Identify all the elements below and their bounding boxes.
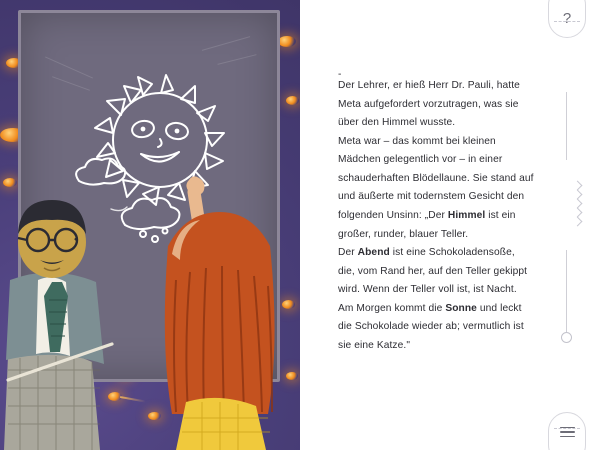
story-paragraph-2: Meta war – das kommt bei kleinen Mädchen gelegentlich vor – in einer schauderhaften Blödellaune. Sie stand auf und äußerte mit todernstem Gesicht den folgenden Unsinn: „Der Himmel ist ein großer, runder, blauer Teller. xyxy=(338,135,534,240)
menu-button[interactable] xyxy=(548,412,586,450)
story-paragraph-1: Der Lehrer, er hieß Herr Dr. Pauli, hatte Meta aufgefordert vorzutragen, was sie über den Himmel wusste. xyxy=(338,80,520,129)
text-panel xyxy=(300,0,600,450)
stitch-divider xyxy=(554,428,580,429)
story-paragraph-3: Der Abend ist eine Schokoladensoße, die, vom Rand her, auf den Teller gekippt wird. Wenn der Teller voll ist, ist Nacht. Am Morgen kommt die Sonne und leckt die Schokolade wieder ab; vermutlich ist sie eine Katze." xyxy=(338,247,528,351)
bold-word-himmel: Himmel xyxy=(447,209,486,221)
ember-glow xyxy=(278,36,296,47)
story-text xyxy=(338,66,534,355)
girl-figure xyxy=(150,150,290,450)
progress-track-upper xyxy=(566,92,567,160)
hamburger-menu-icon xyxy=(560,424,575,441)
bold-word-sonne: Sonne xyxy=(445,302,477,314)
bold-word-abend: Abend xyxy=(357,247,390,259)
progress-track-lower xyxy=(566,250,567,332)
teacher-figure xyxy=(0,160,114,450)
ember-glow xyxy=(286,96,299,105)
story-dash: - xyxy=(338,69,342,80)
next-page-chevrons[interactable] xyxy=(572,182,588,234)
stitch-divider xyxy=(554,21,580,22)
help-button[interactable] xyxy=(548,0,586,38)
page-indicator-dot[interactable] xyxy=(561,332,572,343)
question-mark-icon: ? xyxy=(562,9,572,27)
